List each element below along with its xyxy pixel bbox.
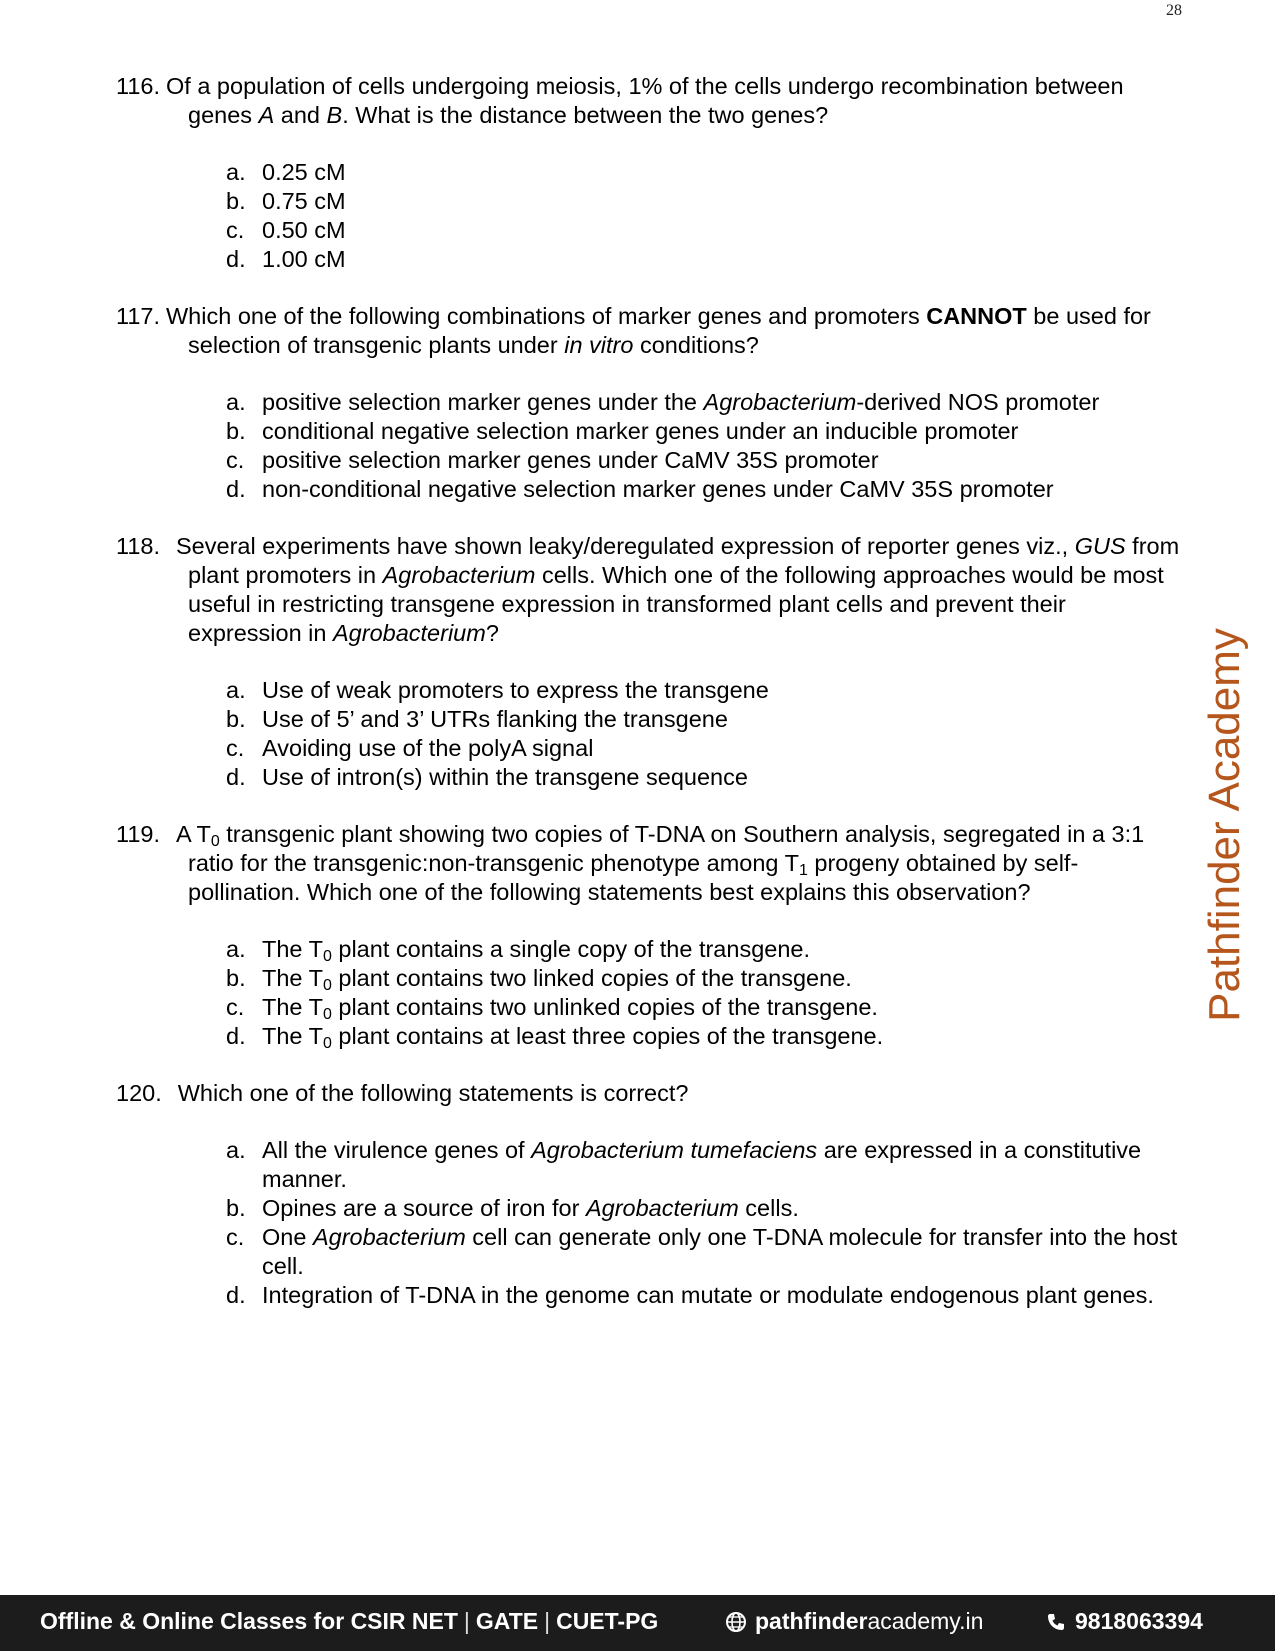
- question-119: [116, 820, 1182, 1052]
- option-text: The $T_0$ plant contains a single copy of the transgene.: [262, 936, 811, 965]
- option-text: Use of weak promoters to express the transgene: [262, 677, 769, 703]
- footer-phone-number: 9818063394: [1075, 1608, 1203, 1634]
- option-text: Avoiding use of the polyA signal: [262, 735, 594, 761]
- question-stem: Of a population of cells undergoing meiosis, 1% of the cells undergo recombination between genes A and B. What is the distance between the two genes?: [166, 73, 1124, 128]
- footer-separator: |: [544, 1608, 551, 1634]
- question-stem: Which one of the following combinations of marker genes and promoters CANNOT be used for selection of transgenic plants under in vitro conditions?: [166, 303, 1151, 358]
- option-letter: a.: [226, 389, 246, 415]
- option-letter: a.: [226, 677, 246, 703]
- option-letter: a.: [226, 159, 246, 185]
- footer-separator: |: [463, 1608, 470, 1634]
- question-number: 118.: [116, 533, 160, 559]
- option-text: Opines are a source of iron for Agrobacterium cells.: [262, 1195, 799, 1221]
- option-item: [152, 1136, 1182, 1194]
- option-item: [152, 1022, 1182, 1051]
- option-item: [152, 763, 1182, 792]
- option-letter: c.: [226, 447, 245, 473]
- option-text: 0.50 cM: [262, 217, 346, 243]
- option-list: [152, 158, 1182, 274]
- footer-phone[interactable]: [1045, 1608, 1203, 1635]
- option-item: [152, 705, 1182, 734]
- option-text: positive selection marker genes under the Agrobacterium-derived NOS promoter: [262, 389, 1100, 415]
- footer-class-item: CUET-PG: [556, 1608, 659, 1634]
- question-text: [116, 820, 1182, 907]
- watermark: Pathfinder Academy: [1200, 628, 1249, 1022]
- option-text: 1.00 cM: [262, 246, 346, 272]
- question-stem: Which one of the following statements is correct?: [177, 1080, 689, 1106]
- footer-banner: [0, 1595, 1275, 1651]
- option-letter: b.: [226, 965, 246, 991]
- option-text: One Agrobacterium cell can generate only one T-DNA molecule for transfer into the host cell.: [262, 1224, 1178, 1279]
- option-text: The $T_0$ plant contains two unlinked copies of the transgene.: [262, 994, 878, 1023]
- question-116: [116, 72, 1182, 274]
- option-letter: d.: [226, 764, 246, 790]
- option-text: conditional negative selection marker genes under an inducible promoter: [262, 418, 1019, 444]
- question-117: [116, 302, 1182, 504]
- question-text: [116, 72, 1182, 130]
- option-list: [152, 676, 1182, 792]
- option-item: [152, 1223, 1182, 1281]
- option-letter: c.: [226, 217, 245, 243]
- option-item: [152, 1281, 1182, 1310]
- question-number: 117.: [116, 303, 160, 329]
- option-text: The $T_0$ plant contains two linked copies of the transgene.: [262, 965, 852, 994]
- option-letter: b.: [226, 706, 246, 732]
- option-item: [152, 475, 1182, 504]
- option-letter: b.: [226, 418, 246, 444]
- page-number: 28: [1166, 2, 1182, 19]
- phone-icon: [1045, 1611, 1067, 1633]
- option-text: Use of intron(s) within the transgene sequence: [262, 764, 748, 790]
- question-stem: Several experiments have shown leaky/deregulated expression of reporter genes viz., GUS from plant promoters in Agrobacterium cells. Which one of the following approaches would be most useful in restricting transgene expression in transformed plant cells and prevent their expression in Agrobacterium?: [176, 533, 1180, 646]
- option-letter: d.: [226, 246, 246, 272]
- option-item: [152, 417, 1182, 446]
- option-letter: c.: [226, 1224, 245, 1250]
- option-text: 0.75 cM: [262, 188, 346, 214]
- option-text: non-conditional negative selection marker genes under CaMV 35S promoter: [262, 476, 1054, 502]
- option-item: [152, 1194, 1182, 1223]
- footer-class-item: Offline & Online Classes for CSIR NET: [40, 1608, 458, 1634]
- option-text: Integration of T-DNA in the genome can mutate or modulate endogenous plant genes.: [262, 1282, 1154, 1308]
- option-letter: b.: [226, 188, 246, 214]
- option-list: [152, 935, 1182, 1051]
- option-letter: b.: [226, 1195, 246, 1221]
- option-item: [152, 187, 1182, 216]
- option-item: [152, 388, 1182, 417]
- footer-class-item: GATE: [475, 1608, 539, 1634]
- question-number: 120.: [116, 1080, 162, 1106]
- option-letter: a.: [226, 936, 246, 962]
- option-item: [152, 935, 1182, 964]
- option-item: [152, 216, 1182, 245]
- question-stem: A $T_0$ transgenic plant showing two copies of T-DNA on Southern analysis, segregated in a 3:1 ratio for the transgenic:non-transgenic phenotype among $T_1$ progeny obtained by self-pollination. Which one of the following statements best explains this observation?: [176, 821, 1145, 905]
- question-118: [116, 532, 1182, 792]
- option-text: The $T_0$ plant contains at least three copies of the transgene.: [262, 1023, 884, 1052]
- question-text: [116, 302, 1182, 360]
- option-letter: a.: [226, 1137, 246, 1163]
- option-letter: c.: [226, 994, 245, 1020]
- option-letter: d.: [226, 1023, 246, 1049]
- footer-website[interactable]: [725, 1608, 983, 1635]
- option-letter: d.: [226, 1282, 246, 1308]
- option-text: positive selection marker genes under CaMV 35S promoter: [262, 447, 879, 473]
- option-item: [152, 676, 1182, 705]
- question-text: [116, 1079, 1182, 1108]
- option-text: 0.25 cM: [262, 159, 346, 185]
- question-number: 116.: [116, 73, 160, 99]
- question-120: [116, 1079, 1182, 1310]
- option-list: [152, 388, 1182, 504]
- footer-classes: [40, 1608, 658, 1635]
- footer-site-bold: pathfinder: [755, 1608, 868, 1634]
- option-letter: c.: [226, 735, 245, 761]
- question-number: 119.: [116, 821, 160, 847]
- option-text: Use of 5’ and 3’ UTRs flanking the transgene: [262, 706, 728, 732]
- option-item: [152, 245, 1182, 274]
- globe-icon: [725, 1611, 747, 1633]
- option-item: [152, 734, 1182, 763]
- option-item: [152, 993, 1182, 1022]
- option-item: [152, 446, 1182, 475]
- option-item: [152, 158, 1182, 187]
- question-text: [116, 532, 1182, 648]
- question-list: [116, 72, 1182, 1338]
- option-list: [152, 1136, 1182, 1310]
- option-letter: d.: [226, 476, 246, 502]
- option-text: All the virulence genes of Agrobacterium tumefaciens are expressed in a constitutive manner.: [262, 1137, 1142, 1192]
- footer-site-light: academy.in: [867, 1608, 984, 1634]
- option-item: [152, 964, 1182, 993]
